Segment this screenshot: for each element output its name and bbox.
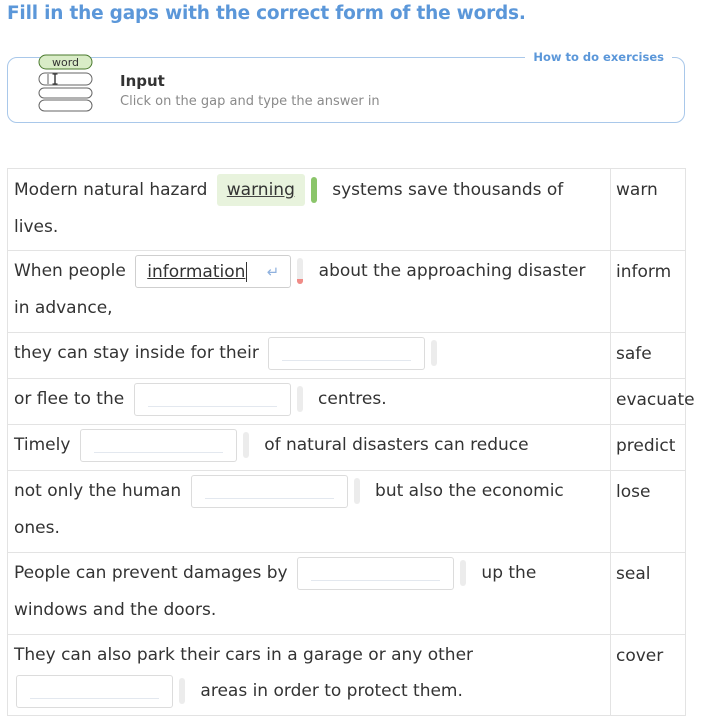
exercise-row (8, 471, 686, 553)
sentence-text: When people (14, 261, 126, 281)
exercise-table (7, 168, 695, 716)
gap-status-indicator (243, 432, 249, 458)
sentence-cell (8, 333, 611, 379)
input-exercise-icon (37, 53, 95, 113)
pending-indicator (297, 258, 303, 284)
exercise-row (8, 553, 686, 635)
base-word: safe (611, 333, 686, 379)
sentence-text: not only the human (14, 481, 182, 501)
sentence-text: Modern natural hazard (14, 180, 208, 200)
answer-gap[interactable] (80, 429, 237, 462)
sentence-cell (8, 251, 611, 333)
sentence-cell (8, 425, 611, 471)
sentence-text: systems save thousands of lives. (14, 180, 564, 237)
answer-gap[interactable] (191, 475, 348, 508)
sentence-text: centres. (318, 389, 387, 409)
sentence-text: of natural disasters can reduce (264, 435, 529, 455)
sentence-cell (8, 379, 611, 425)
base-word: evacuate (611, 379, 686, 425)
sentence-text: they can stay inside for their (14, 343, 259, 363)
sentence-text: or flee to the (14, 389, 125, 409)
gap-status-indicator (460, 560, 466, 586)
base-word: warn (611, 169, 686, 251)
gap-input-text: information (147, 261, 246, 282)
exercise-type-name: Input (120, 72, 165, 90)
base-word: inform (611, 251, 686, 333)
correct-indicator (311, 177, 317, 203)
sentence-text: areas in order to protect them. (200, 681, 463, 701)
enter-key-icon: ↵ (266, 262, 280, 281)
sentence-text: They can also park their cars in a garage or any other (14, 645, 474, 665)
sentence-cell (8, 553, 611, 635)
answer-gap[interactable] (268, 337, 425, 370)
gap-status-indicator (297, 386, 303, 412)
gap-status-indicator (179, 678, 185, 704)
exercise-row (8, 333, 686, 379)
text-caret (246, 262, 247, 282)
base-word: seal (611, 553, 686, 635)
exercise-row (8, 635, 686, 716)
exercise-type-panel (7, 50, 685, 123)
sentence-text: Timely (14, 435, 71, 455)
sentence-text: up the windows and the doors. (14, 563, 537, 620)
exercise-title: Fill in the gaps with the correct form of the words. (7, 3, 526, 24)
gap-answer-text: warning (226, 180, 295, 200)
icon-word-label: word (51, 56, 80, 69)
sentence-text: but also the economic ones. (14, 481, 564, 538)
gap-status-indicator (354, 478, 360, 504)
gap-status-indicator (431, 340, 437, 366)
sentence-cell (8, 169, 611, 251)
base-word: lose (611, 471, 686, 553)
answer-gap[interactable] (16, 675, 173, 708)
sentence-cell (8, 635, 611, 716)
base-word: predict (611, 425, 686, 471)
answer-gap[interactable] (134, 383, 291, 416)
sentence-text: People can prevent damages by (14, 563, 288, 583)
answer-gap[interactable] (297, 557, 454, 590)
answer-gap-active[interactable] (135, 255, 291, 288)
exercise-row (8, 169, 686, 251)
sentence-cell (8, 471, 611, 553)
answer-gap-correct[interactable] (217, 174, 305, 206)
exercise-type-description: Click on the gap and type the answer in (120, 94, 380, 109)
how-to-do-exercises-link[interactable]: How to do exercises (525, 50, 672, 64)
exercise-row (8, 379, 686, 425)
base-word: cover (611, 635, 686, 716)
sentence-text: about the approaching disaster in advance, (14, 261, 586, 318)
exercise-row (8, 425, 686, 471)
exercise-row (8, 251, 686, 333)
